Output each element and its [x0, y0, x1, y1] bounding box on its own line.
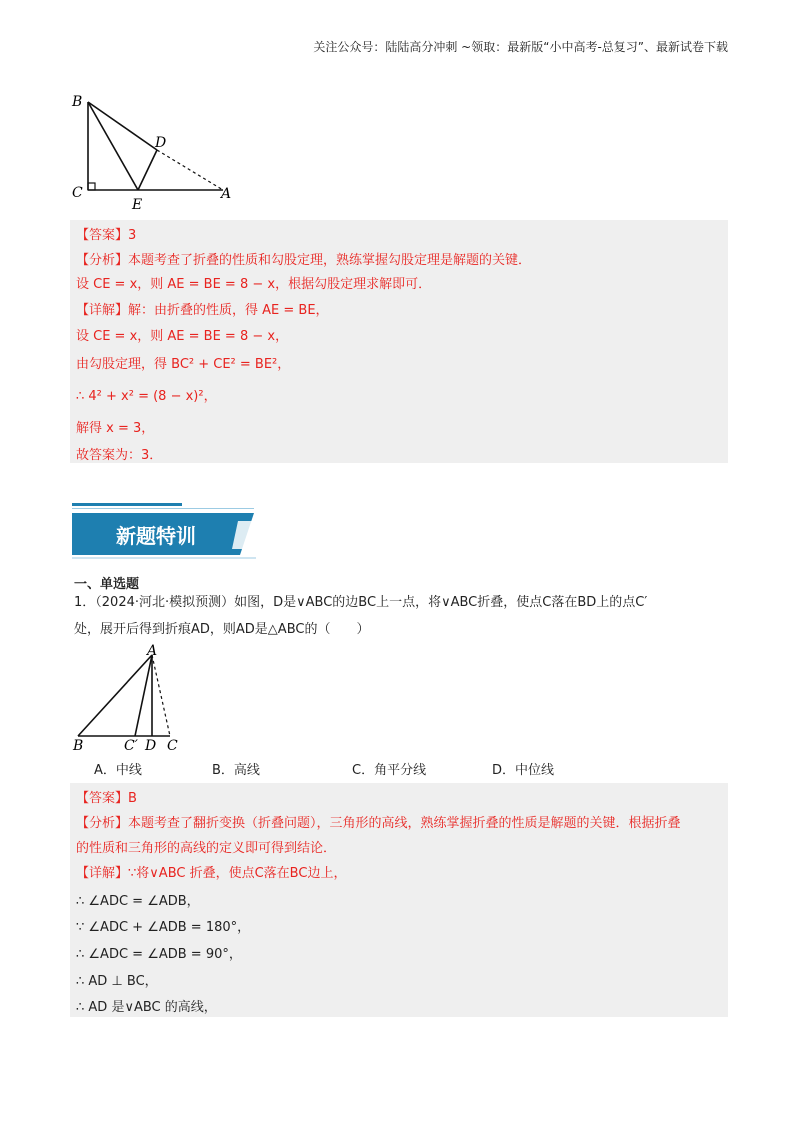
detail-text: 解：由折叠的性质，得 AE = BE， [128, 303, 329, 318]
solution-step-2: ∵ ∠ADC + ∠ADB = 180°， [76, 920, 251, 935]
answer-value: 3 [128, 228, 137, 243]
option-a[interactable]: A．中线 [94, 763, 142, 778]
solution-step-3: ∴ ∠ADC = ∠ADB = 90°， [76, 947, 242, 962]
label-e: E [132, 197, 143, 212]
question-text-line-1: 1．（2024·河北·模拟预测）如图，D是∨ABC的边BC上一点，将∨ABC折叠，使点C落在BD上的点C′ [74, 595, 648, 610]
solution-step-1: 设 CE = x，则 AE = BE = 8 − x， [76, 329, 289, 344]
edge-ac-dashed [152, 655, 170, 736]
triangle-figure-2 [70, 643, 190, 753]
label-b: B [72, 94, 83, 110]
analysis-tag: 【分析】 [76, 816, 129, 831]
page-header: 关注公众号：陆陆高分冲刺 ~领取：最新版“小中高考-总复习”、最新试卷下载 [313, 40, 728, 54]
solution-step-4: 解得 x = 3， [76, 421, 155, 436]
analysis-line [76, 249, 531, 268]
edge-da-dashed [157, 150, 223, 190]
answer-tag: 【答案】 [76, 791, 129, 806]
answer-value: B [128, 791, 137, 806]
analysis-text: 本题考查了折叠的性质和勾股定理，熟练掌握勾股定理是解题的关键． [128, 253, 532, 268]
detail-tag: 【详解】 [76, 866, 129, 881]
analysis-line-2: 的性质和三角形的高线的定义即可得到结论． [76, 841, 337, 856]
triangle-figure-1 [70, 92, 240, 212]
answer-line [76, 787, 137, 806]
option-b[interactable]: B．高线 [212, 763, 260, 778]
answer-options [94, 759, 614, 777]
solution-step-4: ∴ AD ⊥ BC， [76, 974, 158, 989]
edge-ab [78, 655, 152, 736]
edge-bd [88, 102, 157, 150]
section-banner [72, 503, 256, 561]
analysis-tag: 【分析】 [76, 253, 129, 268]
label-b: B [73, 738, 84, 753]
detail-tag: 【详解】 [76, 303, 129, 318]
edge-de [138, 150, 157, 190]
label-c: C [72, 185, 83, 201]
label-a: A [221, 186, 232, 202]
solution-step-1: ∴ ∠ADC = ∠ADB， [76, 894, 200, 909]
analysis-text: 本题考查了翻折变换（折叠问题），三角形的高线，熟练掌握折叠的性质是解题的关键．根据折叠 [128, 816, 681, 831]
label-a: A [147, 643, 158, 659]
answer-tag: 【答案】 [76, 228, 129, 243]
answer-block-2 [70, 783, 728, 1017]
right-angle-mark [88, 183, 95, 190]
label-d: D [145, 738, 157, 753]
option-c[interactable]: C．角平分线 [352, 763, 427, 778]
solution-step-5: ∴ AD 是∨ABC 的高线， [76, 1000, 217, 1015]
section-title: 一、单选题 [74, 577, 140, 592]
analysis-line [76, 812, 681, 831]
answer-block-1 [70, 220, 728, 463]
label-d: D [155, 135, 167, 151]
solution-step-3: ∴ 4² + x² = (8 − x)²， [76, 389, 217, 404]
detail-text: ∵将∨ABC 折叠，使点C落在BC边上， [128, 866, 347, 881]
label-c-prime: C′ [124, 738, 138, 753]
detail-line [76, 299, 329, 318]
question-text-line-2: 处，展开后得到折痕AD，则AD是△ABC的（ ） [74, 622, 370, 637]
solution-step-5: 故答案为：3． [76, 448, 163, 463]
option-d[interactable]: D．中位线 [492, 763, 555, 778]
analysis-line-2: 设 CE = x，则 AE = BE = 8 − x，根据勾股定理求解即可． [76, 277, 432, 292]
answer-line [76, 224, 136, 243]
detail-line [76, 862, 346, 881]
edge-be [88, 102, 138, 190]
edge-ac1 [135, 655, 152, 736]
label-c: C [167, 738, 178, 753]
solution-step-2: 由勾股定理，得 BC² + CE² = BE²， [76, 357, 291, 372]
banner-title: 新题特训 [116, 524, 196, 548]
